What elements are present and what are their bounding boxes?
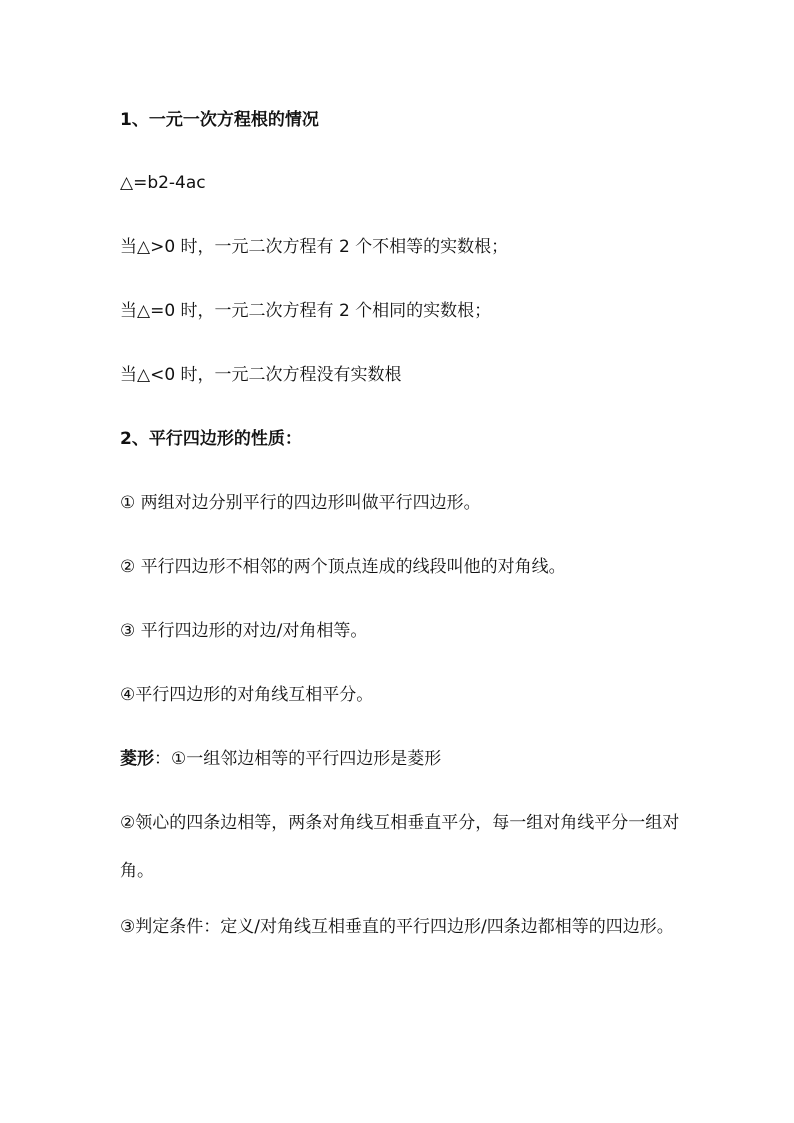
rhombus-property: ②领心的四条边相等，两条对角线互相垂直平分，每一组对角线平分一组对角。 xyxy=(120,813,680,881)
case-zero: 当△=0 时，一元二次方程有 2 个相同的实数根； xyxy=(120,301,492,321)
property-item-1: ① 两组对边分别平行的四边形叫做平行四边形。 xyxy=(120,493,481,513)
rhombus-label: 菱形 xyxy=(120,749,154,769)
section1-title: 1、一元一次方程根的情况 xyxy=(120,110,319,130)
case-positive: 当△>0 时，一元二次方程有 2 个不相等的实数根； xyxy=(120,237,509,257)
property-item-3: ③ 平行四边形的对边/对角相等。 xyxy=(120,621,368,641)
section2-title: 2、平行四边形的性质： xyxy=(120,429,302,449)
formula: △=b2-4ac xyxy=(120,173,206,193)
property-item-2: ② 平行四边形不相邻的两个顶点连成的线段叫他的对角线。 xyxy=(120,557,566,577)
rhombus-definition: ：①一组邻边相等的平行四边形是菱形 xyxy=(154,749,442,769)
case-negative: 当△<0 时，一元二次方程没有实数根 xyxy=(120,365,402,385)
rhombus-definition-line xyxy=(120,747,690,771)
rhombus-criteria: ③判定条件：定义/对角线互相垂直的平行四边形/四条边都相等的四边形。 xyxy=(120,917,674,937)
property-item-4: ④平行四边形的对角线互相平分。 xyxy=(120,685,374,705)
